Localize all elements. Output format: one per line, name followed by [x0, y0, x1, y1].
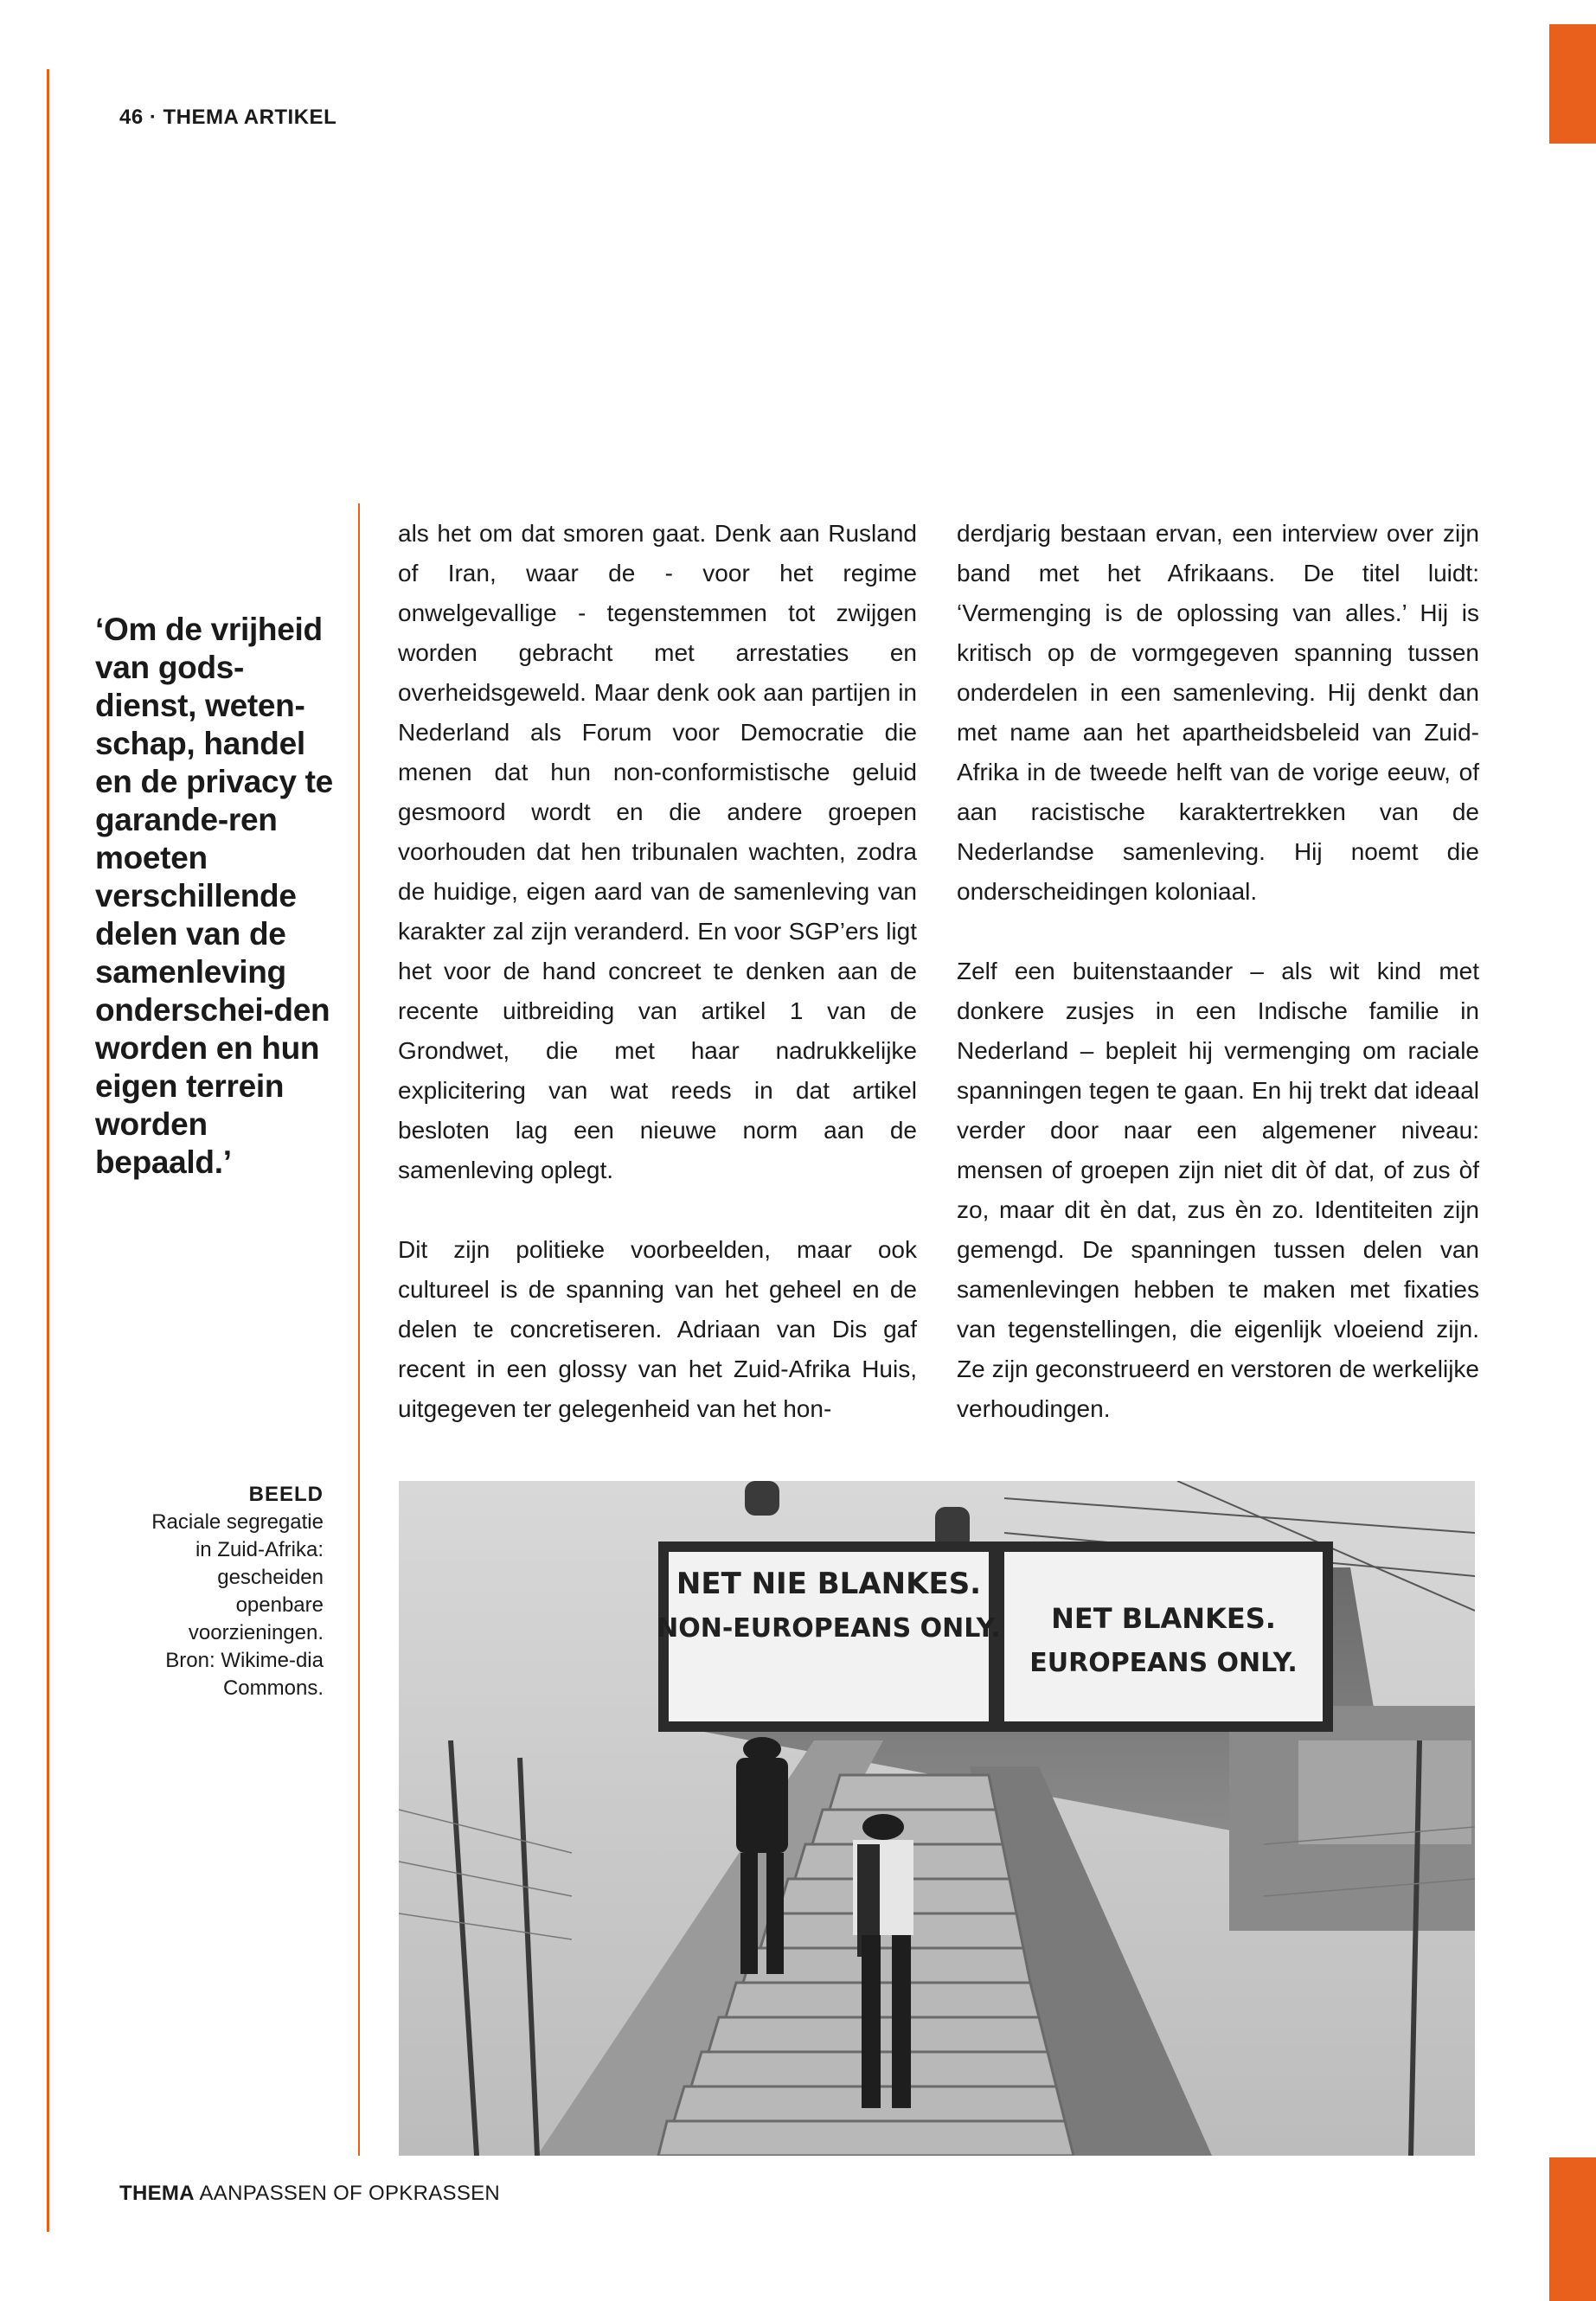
article-column-2	[957, 514, 1479, 1469]
photo-caption	[144, 1481, 324, 1702]
caption-label: BEELD	[248, 1483, 324, 1506]
article-column-1	[398, 514, 917, 1469]
segregation-photo	[399, 1481, 1475, 2156]
running-head: 46 · THEMA ARTIKEL	[119, 106, 337, 129]
orange-edge-tab-bottom	[1549, 2157, 1596, 2301]
sign-text-right-1: NET BLANKES.	[1051, 1602, 1276, 1635]
paragraph: derdjarig bestaan ervan, een interview over zijn band met het Afrikaans. De titel luidt: ‘Vermenging is de oplossing van alles.’ Hij is kritisch op de vormgegeven spanning tussen onderdelen in een samenleving. Hij denkt dan met name aan het apartheidsbeleid van Zuid-Afrika in de tweede helft van de vorige eeuw, of aan racistische karaktertrekken van de Nederlandse samenleving. Hij noemt die onderscheidingen koloniaal.	[957, 520, 1479, 905]
paragraph: als het om dat smoren gaat. Denk aan Rusland of Iran, waar de - voor het regime onwelgevallige - tegenstemmen tot zwijgen worden gebracht met arrestaties en overheidsgeweld. Maar denk ook aan partijen in Nederland als Forum voor Democratie die menen dat hun non-conformistische geluid gesmoord wordt en die andere groepen voorhouden dat hen tribunalen wachten, zodra de huidige, eigen aard van de samenleving van karakter zal zijn veranderd. En voor SGP’ers ligt het voor de hand concreet te denken aan de recente uitbreiding van artikel 1 van de Grondwet, die met haar nadrukkelijke explicitering van wat reeds in dat artikel besloten lag een nieuwe norm aan de samenleving oplegt.	[398, 520, 917, 1183]
orange-edge-tab-top	[1549, 24, 1596, 144]
column-divider-rule	[358, 503, 360, 2156]
sign-text-left-1: NET NIE BLANKES.	[676, 1567, 982, 1601]
page-margin-rule	[47, 69, 49, 2232]
page-footer	[119, 2182, 500, 2206]
sign-text-left-2: NON-EUROPEANS ONLY.	[657, 1613, 1001, 1644]
paragraph: Zelf een buitenstaander – als wit kind met donkere zusjes in een Indische familie in Nederland – bepleit hij vermenging om raciale spanningen tegen te gaan. En hij trekt dat ideaal verder door naar een algemener niveau: mensen of groepen zijn niet dit òf dat, of zus òf zo, maar dit èn dat, zus èn zo. Identiteiten zijn gemengd. De spanningen tussen delen van samenlevingen hebben te maken met fixaties van tegenstellingen, die eigenlijk vloeiend zijn. Ze zijn geconstrueerd en verstoren de werkelijke verhoudingen.	[957, 958, 1479, 1422]
pull-quote: ‘Om de vrijheid van gods-dienst, weten-schap, handel en de privacy te garande-ren moeten verschillende delen van de samenleving onderschei-den worden en hun eigen terrein worden bepaald.’	[95, 612, 333, 1180]
caption-text: Raciale segregatie in Zuid-Afrika: gescheiden openbare voorzieningen. Bron: Wikime-dia Commons.	[151, 1510, 324, 1700]
footer-title: AANPASSEN OF OPKRASSEN	[199, 2182, 501, 2205]
sign-text-right-2: EUROPEANS ONLY.	[1029, 1648, 1298, 1678]
paragraph: Dit zijn politieke voorbeelden, maar ook cultureel is de spanning van het geheel en de delen te concretiseren. Adriaan van Dis gaf recent in een glossy van het Zuid-Afrika Huis, uitgegeven ter gelegenheid van het hon-	[398, 1236, 917, 1422]
footer-section: THEMA	[119, 2182, 195, 2205]
